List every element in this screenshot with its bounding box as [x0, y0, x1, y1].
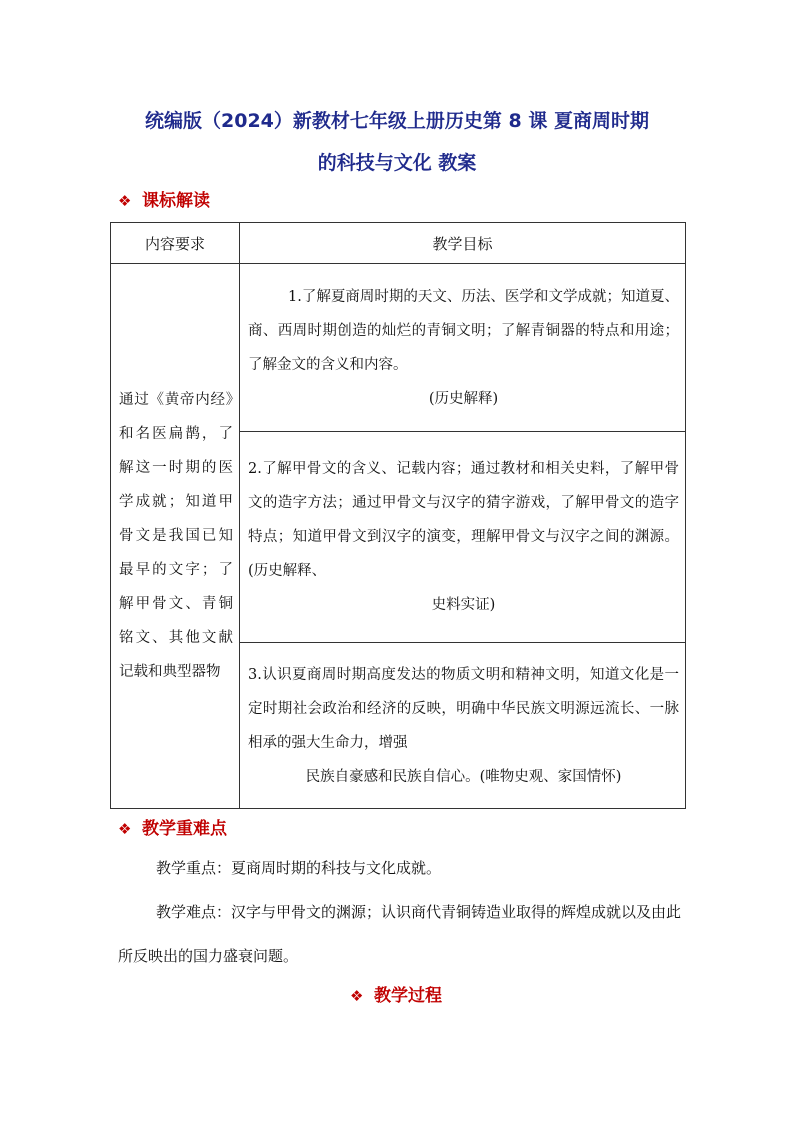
diamond-icon: ❖	[118, 820, 132, 838]
section-heading-key-difficult	[118, 818, 227, 840]
difficult-point-paragraph: 教学难点：汉字与甲骨文的渊源；认识商代青铜铸造业取得的辉煌成就以及由此所反映出的国力盛衰问题。	[118, 903, 682, 965]
goal-cell-1	[240, 264, 686, 432]
header-content-requirement: 内容要求	[111, 223, 240, 264]
goal-cell-2	[240, 432, 686, 643]
key-point-paragraph: 教学重点：夏商周时期的科技与文化成就。	[156, 859, 442, 877]
document-title	[110, 100, 684, 184]
goal-text: 3.认识夏商周时期高度发达的物质文明和精神文明，知道文化是一定时期社会政治和经济的反映，明确中华民族文明源远流长、一脉相承的强大生命力，增强	[248, 666, 679, 751]
section-heading-standards	[118, 190, 210, 212]
goal-tag: (历史解释)	[428, 390, 499, 407]
diamond-icon: ❖	[350, 987, 364, 1005]
goal-tag: 民族自豪感和民族自信心。(唯物史观、家国情怀)	[305, 768, 622, 785]
section-heading-process	[350, 985, 442, 1007]
goal-cell-3	[240, 643, 686, 809]
header-teaching-goals: 教学目标	[240, 223, 686, 264]
goal-tag: 史料实证)	[431, 597, 496, 613]
section-title: 教学重难点	[142, 819, 227, 839]
goal-text: 2.了解甲骨文的含义、记载内容；通过教材和相关史料，了解甲骨文的造字方法；通过甲骨文与汉字的猜字游戏，了解甲骨文的造字特点；知道甲骨文到汉字的演变，理解甲骨文与汉字之间的渊源。(历史解释、	[248, 461, 679, 579]
content-requirement-cell: 通过《黄帝内经》和名医扁鹊，了解这一时期的医学成就；知道甲骨文是我国已知最早的文字；了解甲骨文、青铜铭文、其他文献记载和典型器物	[111, 264, 240, 809]
goal-text: 1.了解夏商周时期的天文、历法、医学和文学成就；知道夏、商、西周时期创造的灿烂的青铜文明；了解青铜器的特点和用途；了解金文的含义和内容。	[248, 288, 679, 373]
section-title: 课标解读	[142, 191, 210, 211]
diamond-icon: ❖	[118, 192, 132, 210]
section-title: 教学过程	[374, 986, 442, 1006]
table-header-row	[111, 223, 686, 264]
objectives-table	[110, 222, 686, 809]
title-line-2: 的科技与文化 教案	[317, 152, 477, 174]
table-row	[111, 264, 686, 432]
title-line-1: 统编版（2024）新教材七年级上册历史第 8 课 夏商周时期	[145, 110, 649, 132]
